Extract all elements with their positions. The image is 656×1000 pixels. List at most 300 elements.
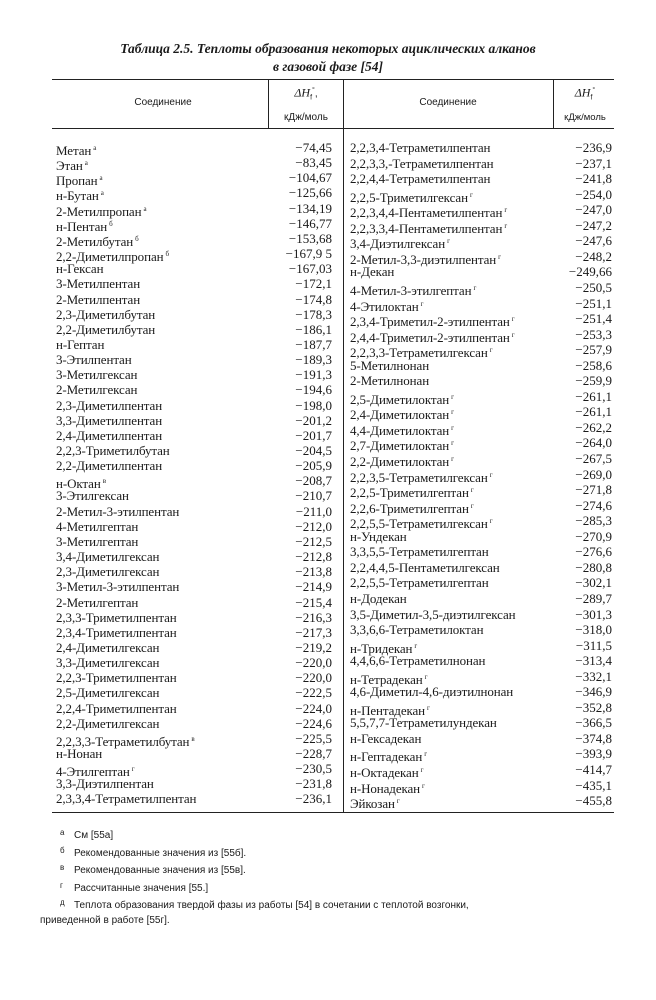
compound-name-text: н-Гексан: [56, 261, 104, 277]
compound-name-text: 2,3,4-Триметилпентан: [56, 624, 177, 640]
footnote-marker: д: [60, 898, 65, 907]
footnote-mark: г: [451, 423, 454, 432]
left-table-row: [56, 353, 336, 367]
right-table-row: [350, 451, 614, 469]
right-table-row: [350, 746, 614, 765]
enthalpy-value: −178,3: [295, 306, 332, 322]
compound-name-text: 2,5-Диметилгексан: [56, 685, 160, 701]
enthalpy-value: −261,1: [575, 388, 612, 404]
compound-name-text: н-Тетрадекан: [350, 671, 423, 687]
enthalpy-value: −270,9: [575, 528, 612, 544]
caption-line-1: Таблица 2.5. Теплоты образования некоторых ациклических алканов: [120, 41, 536, 56]
footnote-text: См [55а]: [74, 830, 114, 841]
compound-name: [350, 608, 516, 622]
compound-name: [56, 520, 138, 534]
compound-name: [56, 596, 138, 610]
compound-name-text: 4,6-Диметил-4,6-диэтилнонан: [350, 684, 514, 700]
compound-name-text: 2,5-Диметилоктан: [350, 391, 450, 407]
enthalpy-value: −301,3: [575, 606, 612, 622]
footnote-mark: г: [470, 486, 474, 495]
compound-name: [56, 580, 179, 594]
compound-name-text: н-Пентан: [56, 218, 108, 234]
footnote-mark: а: [143, 204, 147, 213]
enthalpy-value: −220,0: [295, 655, 332, 671]
compound-name: [56, 353, 132, 367]
compound-name: [350, 530, 407, 544]
left-table-row: [56, 761, 336, 780]
enthalpy-value: −236,9: [575, 140, 612, 155]
right-table-row: [350, 530, 614, 544]
enthalpy-value: −212,5: [295, 533, 332, 549]
compound-name-text: 2,2,3,3-Тетраметилгексан: [350, 345, 488, 361]
enthalpy-value: −215,4: [295, 594, 332, 610]
enthalpy-value: −276,6: [575, 544, 612, 560]
right-table-row: [350, 404, 614, 423]
compound-name-text: 2,2-Диметилбутан: [56, 321, 156, 337]
enthalpy-value: −189,3: [295, 352, 332, 368]
enthalpy-value: −311,5: [575, 637, 612, 653]
left-table-row: [56, 671, 336, 685]
footnote: [60, 879, 620, 897]
enthalpy-value: −253,3: [575, 326, 612, 342]
enthalpy-value: −211,0: [295, 503, 332, 519]
enthalpy-value: −216,3: [295, 609, 332, 625]
enthalpy-value: −259,9: [575, 373, 612, 389]
enthalpy-value: −332,1: [575, 668, 612, 684]
right-table-row: [350, 342, 614, 361]
compound-name: [350, 623, 483, 637]
enthalpy-value: −247,6: [575, 233, 612, 249]
enthalpy-value: −374,8: [575, 730, 612, 746]
table-top-rule: [52, 79, 614, 80]
footnote-mark: а: [84, 159, 88, 168]
enthalpy-value: −167,03: [288, 261, 332, 277]
compound-name: [56, 323, 155, 337]
center-column-divider: [343, 80, 344, 812]
footnote-text: Рекомендованные значения из [55б].: [74, 847, 247, 859]
compound-name: [56, 686, 159, 700]
compound-name: [350, 297, 423, 314]
enthalpy-value: −225,5: [295, 730, 332, 746]
footnote-mark: г: [489, 517, 493, 526]
footnote-text: Рассчитанные значения [55.]: [74, 882, 209, 894]
compound-name: [350, 747, 427, 764]
footnote-mark: г: [451, 455, 454, 463]
compound-name-text: Этан: [56, 158, 83, 174]
footnote-mark: г: [424, 672, 428, 681]
left-table-row: [56, 641, 336, 655]
dh-sub: f: [310, 94, 313, 102]
compound-name: [56, 383, 137, 397]
compound-name-text: н-Октан: [56, 476, 101, 492]
enthalpy-value: −220,0: [295, 670, 332, 686]
enthalpy-value: −201,2: [295, 412, 332, 428]
left-table-row: [56, 338, 336, 352]
left-table-row: [56, 792, 336, 806]
compound-name-text: н-Гексадекан: [350, 730, 422, 746]
enthalpy-value: −258,6: [575, 357, 612, 373]
compound-name-text: 5,5,7,7-Тетраметилундекан: [350, 715, 497, 731]
enthalpy-value: −230,5: [295, 761, 332, 777]
footnote-mark: г: [489, 470, 493, 479]
compound-name-text: 2,2,3,3,-Тетраметилпентан: [350, 155, 494, 171]
compound-name-text: 4-Этилгептан: [56, 764, 130, 780]
right-table-row: [350, 637, 614, 656]
enthalpy-value: −366,5: [575, 715, 612, 731]
footnote-mark: б: [109, 219, 113, 228]
enthalpy-value: −236,1: [295, 791, 332, 807]
compound-name-text: 4-Метилгептан: [56, 518, 139, 534]
enthalpy-value: −352,8: [575, 699, 612, 715]
right-table-row: [350, 217, 614, 236]
compound-name-text: 2,4-Диметилпентан: [56, 427, 163, 443]
left-table-row: [56, 611, 336, 625]
left-table-row: [56, 200, 336, 219]
compound-name: [350, 592, 407, 606]
compound-name-text: 2,2-Диметилоктан: [350, 454, 450, 469]
compound-name: [56, 565, 159, 579]
right-table-row: [350, 141, 614, 155]
footnote-mark: г: [473, 283, 477, 292]
compound-name-text: 2-Метилгексан: [56, 382, 138, 398]
compound-name: [350, 234, 450, 251]
footnote-mark: г: [504, 206, 508, 215]
left-compound-column: [56, 141, 336, 809]
left-table-row: [56, 489, 336, 503]
enthalpy-value: −222,5: [295, 685, 332, 701]
enthalpy-value: −257,9: [575, 342, 612, 358]
compound-name-text: 2,2,3-Триметилпентан: [56, 670, 177, 686]
compound-name: [350, 561, 500, 575]
compound-name: [350, 685, 513, 699]
compound-name: [56, 550, 159, 564]
footnote-mark: г: [511, 315, 515, 324]
enthalpy-value: −224,0: [295, 700, 332, 716]
compound-name-text: 2,7-Диметилоктан: [350, 438, 450, 454]
enthalpy-value: −455,8: [575, 793, 612, 809]
enthalpy-value: −247,2: [575, 217, 612, 233]
compound-name-text: 4-Метил-3-этилгептан: [350, 282, 472, 298]
right-compound-column: [350, 140, 614, 812]
compound-name-text: 2,2,3,3-Тетраметилбутан: [56, 733, 190, 749]
table-bottom-rule: [52, 812, 614, 813]
compound-name-text: 2,2-Диметилпропан: [56, 249, 164, 265]
footnote-mark: г: [469, 190, 473, 199]
right-table-row: [350, 793, 614, 812]
enthalpy-value: −228,7: [295, 746, 332, 761]
left-table-row: [56, 308, 336, 322]
left-table-row: [56, 444, 336, 458]
dh-sup-right: °: [592, 87, 596, 94]
left-table-row: [56, 429, 336, 443]
enthalpy-value: −251,1: [575, 295, 612, 311]
compound-name-text: 2,2,4,4,5-Пентаметилгексан: [350, 559, 500, 575]
compound-name: [350, 141, 490, 155]
footnote-mark: г: [422, 781, 425, 790]
compound-name: [350, 545, 489, 559]
enthalpy-value: −198,0: [295, 397, 332, 413]
footnote-mark: г: [427, 703, 430, 712]
footnote-mark: г: [470, 501, 474, 510]
footnote-mark: г: [424, 750, 427, 759]
footnote-mark: г: [498, 252, 501, 261]
compound-name-text: н-Гептан: [56, 336, 105, 352]
compound-name: [56, 338, 104, 352]
enthalpy-value: −125,66: [288, 185, 332, 201]
compound-name: [350, 312, 515, 329]
left-table-row: [56, 535, 336, 549]
compound-name-text: 4-Этилоктан: [350, 298, 419, 314]
right-table-row: [350, 545, 614, 559]
footnote-marker: г: [60, 880, 63, 890]
footnote-mark: г: [451, 439, 454, 448]
footnote-text: приведенной в работе [55г].: [40, 914, 170, 926]
right-table-row: [350, 716, 614, 730]
compound-name: [350, 405, 454, 422]
compound-name: [56, 535, 138, 549]
enthalpy-value: −262,2: [575, 419, 612, 435]
left-table-row: [56, 520, 336, 534]
compound-name: [56, 414, 162, 428]
caption-line-2: в газовой фазе [54]: [272, 59, 383, 74]
compound-name-text: 2,2-Диметилгексан: [56, 715, 160, 731]
right-table-row: [350, 248, 614, 267]
compound-name-text: 2,3-Диметилгексан: [56, 564, 160, 580]
footnote-mark: в: [191, 734, 195, 743]
right-table-row: [350, 497, 614, 516]
compound-name-text: 3,3-Диметилпентан: [56, 412, 163, 428]
right-table-row: [350, 295, 614, 314]
compound-name-text: 3,3-Диэтилпентан: [56, 776, 154, 792]
compound-name-text: 2,2,5-Триметилгептан: [350, 485, 469, 501]
footnote: [40, 914, 620, 929]
compound-name: [350, 421, 454, 438]
compound-name-text: 2,2,3,3,4-Пентаметилпентан: [350, 220, 503, 236]
compound-name-text: 2,4-Диметилгексан: [56, 639, 160, 655]
compound-name-text: 3-Метилгексан: [56, 367, 138, 383]
compound-name: [56, 277, 140, 291]
compound-name-text: Метан: [56, 143, 92, 158]
enthalpy-value: −313,4: [575, 653, 612, 669]
header-unit-right: кДж/моль: [564, 112, 606, 124]
compound-name-text: н-Нонадекан: [350, 780, 421, 796]
compound-name: [350, 499, 474, 516]
left-table-row: [56, 170, 336, 189]
left-table-row: [56, 230, 336, 249]
left-table-row: [56, 414, 336, 428]
compound-name-text: 2,2,3,5-Тетраметилгексан: [350, 469, 488, 485]
right-table-row: [350, 265, 614, 279]
left-table-row: [56, 215, 336, 234]
right-table-row: [350, 233, 614, 252]
enthalpy-value: −212,0: [295, 518, 332, 534]
left-table-row: [56, 717, 336, 731]
compound-name: [350, 188, 473, 205]
compound-name: [56, 399, 162, 413]
enthalpy-value: −201,7: [295, 427, 332, 443]
left-table-row: [56, 368, 336, 382]
left-table-row: [56, 656, 336, 670]
compound-name: [56, 656, 159, 670]
compound-name: [56, 505, 179, 519]
left-table-row: [56, 293, 336, 307]
footnote-mark: г: [131, 765, 135, 774]
right-table-row: [350, 311, 614, 330]
enthalpy-value: −247,0: [575, 202, 612, 218]
compound-name-text: 2-Метил-3-этилпентан: [56, 503, 180, 519]
compound-name: [350, 763, 423, 780]
right-table-row: [350, 654, 614, 668]
footnote: [60, 861, 620, 879]
footnote-marker: б: [60, 845, 65, 855]
compound-name: [56, 459, 162, 473]
compound-name-text: н-Пентадекан: [350, 702, 426, 718]
footnote-mark: а: [100, 189, 104, 198]
footnote: [60, 826, 620, 844]
enthalpy-value: −205,9: [295, 458, 332, 474]
compound-name-text: 2,2,3,4-Тетраметилпентан: [350, 140, 491, 155]
compound-name: [56, 429, 162, 443]
left-table-row: [56, 383, 336, 397]
compound-name-text: 3-Этилпентан: [56, 352, 132, 368]
enthalpy-value: −237,1: [575, 155, 612, 171]
header-dh-left: $\Delta H_f^\circ$, кДж/моль: [269, 84, 343, 125]
right-table-row: [350, 592, 614, 606]
right-table-row: [350, 388, 614, 407]
left-table-row: [56, 565, 336, 579]
right-table-row: [350, 513, 614, 532]
enthalpy-value: −74,45: [295, 140, 332, 155]
footnote-mark: г: [451, 408, 454, 417]
header-compound-right-label: Соединение: [419, 97, 477, 108]
compound-name: [56, 641, 159, 655]
left-table-row: [56, 747, 336, 761]
compound-name-text: 3,3-Диметилгексан: [56, 655, 160, 671]
compound-name-text: 2,3-Диметилпентан: [56, 397, 163, 413]
enthalpy-value: −134,19: [288, 200, 332, 216]
right-table-row: [350, 561, 614, 575]
compound-name: [56, 368, 137, 382]
left-table-row: [56, 730, 336, 749]
compound-name: [350, 654, 485, 668]
left-table-row: [56, 596, 336, 610]
left-table-row: [56, 323, 336, 337]
compound-name-text: 3,4-Диметилгексан: [56, 549, 160, 565]
enthalpy-value: −267,5: [575, 451, 612, 466]
compound-name: [56, 792, 196, 806]
compound-name-text: 2,2,4,4-Тетраметилпентан: [350, 171, 491, 187]
compound-name: [56, 777, 154, 791]
compound-name-text: н-Бутан: [56, 188, 99, 204]
enthalpy-value: −271,8: [575, 482, 612, 498]
compound-name-text: н-Нонан: [56, 746, 103, 761]
enthalpy-value: −248,2: [575, 248, 612, 264]
dh-sub-right: f: [590, 94, 593, 102]
footnote-mark: г: [420, 766, 424, 774]
footnote-mark: а: [93, 144, 97, 152]
compound-name-text: 2-Метилбутан: [56, 233, 134, 249]
enthalpy-value: −153,68: [288, 230, 332, 246]
right-table-row: [350, 576, 614, 590]
dh-symbol: ΔH: [294, 85, 311, 100]
right-table-row: [350, 482, 614, 501]
enthalpy-value: −318,0: [575, 622, 612, 638]
header-unit-left: кДж/моль: [284, 112, 328, 124]
enthalpy-value: −264,0: [575, 435, 612, 451]
enthalpy-value: −302,1: [575, 575, 612, 591]
header-compound-right: [345, 96, 551, 110]
compound-name-text: 2,3,3,4-Тетраметилпентан: [56, 791, 197, 807]
footnote-mark: г: [447, 237, 450, 246]
compound-name-text: 3-Метилгептан: [56, 533, 139, 549]
dh-symbol-right: ΔH: [574, 85, 591, 100]
right-table-row: [350, 157, 614, 171]
compound-name: [350, 281, 476, 298]
enthalpy-value: −346,9: [575, 684, 612, 700]
compound-name-text: 3,3,5,5-Тетраметилгептан: [350, 544, 489, 560]
footnote-text: Рекомендованные значения из [55в].: [74, 865, 246, 876]
footnote-marker: а: [60, 828, 65, 837]
footnote: [60, 896, 620, 914]
right-table-row: [350, 435, 614, 454]
compound-name-text: 2-Метилгептан: [56, 594, 139, 610]
enthalpy-value: −280,8: [575, 559, 612, 575]
right-table-row: [350, 186, 614, 205]
compound-name-text: 2-Метилпропан: [56, 203, 142, 219]
compound-name-text: 2,2,3,4,4-Пентаметилпентан: [350, 205, 503, 221]
compound-name-text: 2,4-Диметилоктан: [350, 407, 450, 423]
enthalpy-value: −261,1: [575, 404, 612, 420]
enthalpy-value: −194,6: [295, 382, 332, 398]
header-compound-left: [60, 96, 266, 110]
enthalpy-value: −274,6: [575, 497, 612, 513]
right-table-row: [350, 419, 614, 438]
right-table-row: [350, 326, 614, 345]
left-table-row: [56, 777, 336, 791]
compound-name-text: 4,4,6,6-Тетраметилнонан: [350, 653, 486, 669]
footnote-mark: г: [451, 392, 454, 401]
compound-name: [350, 157, 494, 171]
compound-name: [56, 308, 155, 322]
compound-name: [350, 172, 490, 186]
compound-name: [350, 483, 474, 500]
enthalpy-value: −186,1: [295, 321, 332, 337]
footnote-mark: г: [396, 797, 400, 806]
compound-name-text: 2,4,4-Триметил-2-этилпентан: [350, 329, 510, 345]
footnote-text: Теплота образования твердой фазы из работы [54] в сочетании с теплотой возгонки,: [74, 900, 469, 911]
right-table-row: [350, 374, 614, 388]
enthalpy-value: −289,7: [575, 590, 612, 606]
compound-name-text: 5-Метилнонан: [350, 357, 430, 373]
header-dh-right: [554, 84, 616, 125]
dh-sup: °: [312, 87, 315, 94]
compound-name: [56, 489, 129, 503]
enthalpy-value: −224,6: [295, 715, 332, 731]
left-table-row: [56, 140, 336, 158]
compound-name: [350, 359, 429, 373]
compound-name-text: Пропан: [56, 173, 98, 189]
compound-name: [350, 779, 425, 796]
compound-name: [56, 717, 159, 731]
left-table-row: [56, 459, 336, 473]
enthalpy-value: −285,3: [575, 513, 612, 529]
header-bottom-rule: [52, 128, 614, 129]
enthalpy-value: −414,7: [575, 762, 612, 777]
footnote-mark: б: [165, 250, 169, 259]
footnote-mark: г: [420, 299, 424, 308]
left-table-row: [56, 702, 336, 716]
right-table-row: [350, 699, 614, 718]
